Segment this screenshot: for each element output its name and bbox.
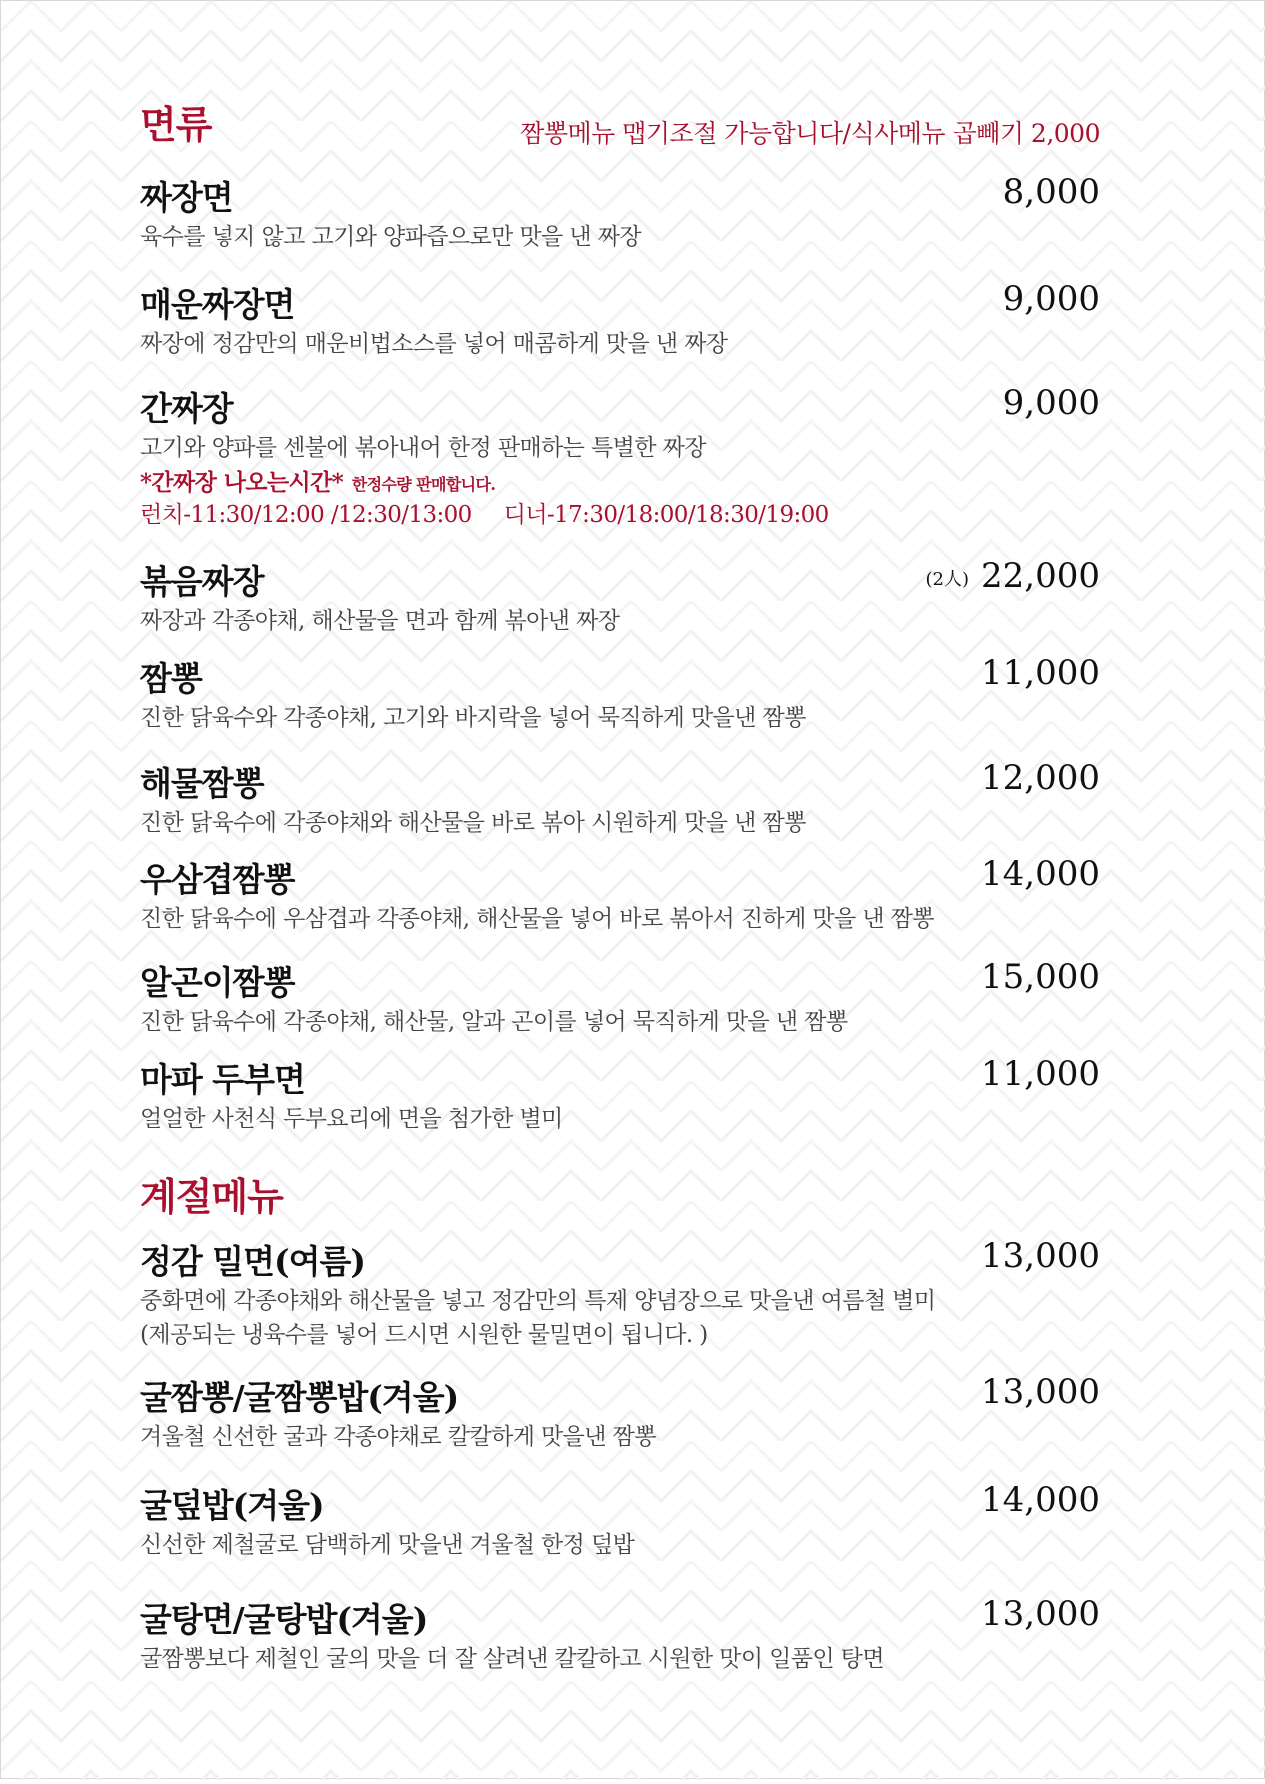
item-description: 진한 닭육수에 각종야채, 해산물, 알과 곤이를 넣어 묵직하게 맛을 낸 짬뽕 — [140, 1009, 848, 1035]
item-name: 우삼겹짬뽕 — [140, 860, 295, 899]
notice-line — [140, 464, 495, 497]
item-description: 중화면에 각종야채와 해산물을 넣고 정감만의 특제 양념장으로 맛을낸 여름철 별미 — [140, 1288, 936, 1314]
item-description: 짜장과 각종야채, 해산물을 면과 함께 볶아낸 짜장 — [140, 608, 620, 634]
item-name: 매운짜장면 — [140, 285, 295, 324]
item-name: 짜장면 — [140, 178, 233, 217]
item-price: 9,000 — [1002, 383, 1100, 423]
item-description: 겨울철 신선한 굴과 각종야채로 칼칼하게 맛을낸 짬뽕 — [140, 1424, 656, 1450]
section-title-seasonal: 계절메뉴 — [140, 1175, 283, 1219]
item-name: 짬뽕 — [140, 659, 202, 698]
item-name: 알곤이짬뽕 — [140, 963, 295, 1002]
item-price: 9,000 — [1002, 279, 1100, 319]
item-price: 15,000 — [981, 957, 1100, 997]
item-description: 고기와 양파를 센불에 볶아내어 한정 판매하는 특별한 짜장 — [140, 435, 706, 461]
item-name: 굴덮밥(겨울) — [140, 1486, 324, 1525]
item-serving: (2人) — [925, 569, 970, 590]
item-price — [926, 556, 1100, 596]
notice-title: *간짜장 나오는시간* — [140, 469, 344, 496]
section-note: 짬뽕메뉴 맵기조절 가능합니다/식사메뉴 곱빼기 2,000 — [520, 119, 1100, 148]
item-description-extra: (제공되는 냉육수를 넣어 드시면 시원한 물밀면이 됩니다. ) — [140, 1322, 708, 1348]
item-price: 14,000 — [981, 854, 1100, 894]
item-description: 굴짬뽕보다 제철인 굴의 맛을 더 잘 살려낸 칼칼하고 시원한 맛이 일품인 탕면 — [140, 1646, 884, 1672]
item-name: 볶음짜장 — [140, 562, 264, 601]
item-description: 짜장에 정감만의 매운비법소스를 넣어 매콤하게 맛을 낸 짜장 — [140, 331, 728, 357]
item-name: 굴짬뽕/굴짬뽕밥(겨울) — [140, 1378, 459, 1417]
notice-small: 한정수량 판매합니다. — [351, 475, 496, 494]
section-title-noodles: 면류 — [140, 103, 212, 147]
item-price: 8,000 — [1002, 172, 1100, 212]
item-price: 13,000 — [981, 1236, 1100, 1276]
item-description: 신선한 제철굴로 담백하게 맛을낸 겨울철 한정 덮밥 — [140, 1532, 635, 1558]
serving-times — [140, 496, 829, 529]
dinner-times: 디너-17:30/18:00/18:30/19:00 — [503, 502, 829, 528]
item-name: 정감 밀면(여름) — [140, 1242, 365, 1281]
item-description: 진한 닭육수에 우삼겹과 각종야채, 해산물을 넣어 바로 볶아서 진하게 맛을 낸 짬뽕 — [140, 906, 934, 932]
item-price: 11,000 — [981, 1054, 1100, 1094]
item-price: 13,000 — [981, 1594, 1100, 1634]
item-price: 13,000 — [981, 1372, 1100, 1412]
item-name: 간짜장 — [140, 389, 233, 428]
item-description: 얼얼한 사천식 두부요리에 면을 첨가한 별미 — [140, 1106, 563, 1132]
item-price: 14,000 — [981, 1480, 1100, 1520]
item-name: 굴탕면/굴탕밥(겨울) — [140, 1600, 428, 1639]
item-price: 12,000 — [981, 758, 1100, 798]
item-name: 마파 두부면 — [140, 1060, 305, 1099]
item-description: 진한 닭육수와 각종야채, 고기와 바지락을 넣어 묵직하게 맛을낸 짬뽕 — [140, 705, 806, 731]
item-description: 진한 닭육수에 각종야채와 해산물을 바로 볶아 시원하게 맛을 낸 짬뽕 — [140, 810, 806, 836]
item-price: 11,000 — [981, 653, 1100, 693]
item-price-value: 22,000 — [981, 556, 1100, 596]
lunch-times: 런치-11:30/12:00 /12:30/13:00 — [140, 502, 472, 528]
item-name: 해물짬뽕 — [140, 764, 264, 803]
item-description: 육수를 넣지 않고 고기와 양파즙으로만 맛을 낸 짜장 — [140, 224, 641, 250]
